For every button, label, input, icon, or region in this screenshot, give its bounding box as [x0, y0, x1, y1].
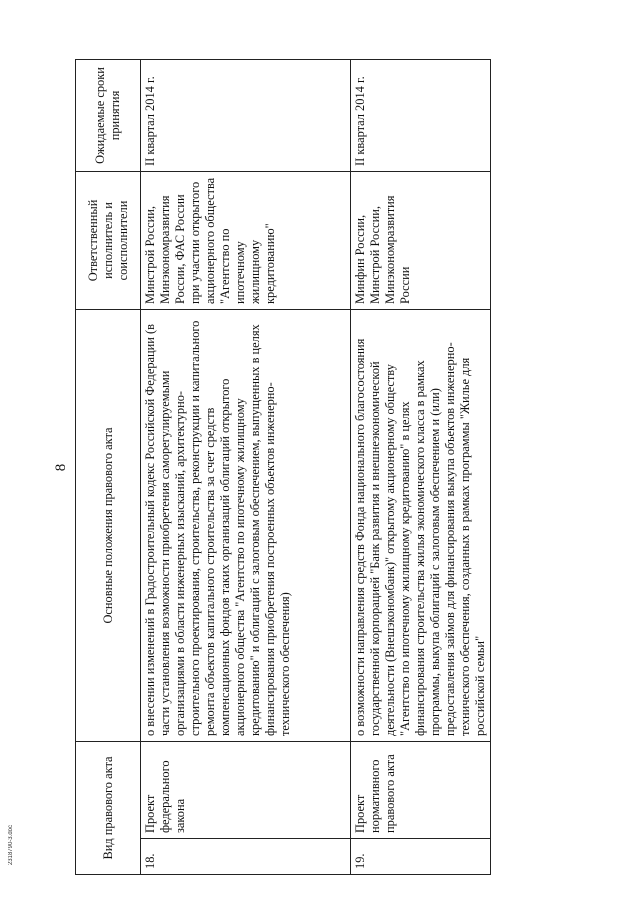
row-kind: Проект нормативного правового акта — [351, 741, 491, 838]
header-provisions: Основные положения правового акта — [76, 309, 141, 741]
row-provisions: о внесении изменений в Градостроительный кодекс Российской Федерации (в части установления возможности приобретения саморегулируемыми организациями в области инженерных изысканий, архитектурно-строительного проектирования, строительства, реконструкции и капитального ремонта объектов капитального строительства за счет средств компенсационных фондов таких организаций облигаций открытого акционерного общества "Агентство по ипотечному жилищному кредитованию" и облигаций с залоговым обеспечением, выпущенных в целях финансирования приобретения построенных объектов инженерно-технического обеспечения) — [141, 309, 351, 741]
row-responsible: Минстрой России, Минэкономразвития России, ФАС России при участии открытого акционерного общества "Агентство по ипотечному жилищному кредитованию" — [141, 171, 351, 309]
header-kind: Вид правового акта — [76, 741, 141, 874]
legal-acts-table — [75, 59, 491, 875]
page-number: 8 — [53, 463, 69, 472]
row-provisions: о возможности направления средств Фонда национального благосостояния государственной корпорацией "Банк развития и внешнеэкономической деятельности (Внешэкономбанк)" открытому акционерному обществу "Агентство по ипотечному жилищному кредитованию" в целях финансирования строительства жилья экономического класса в рамках программы, выкупа облигаций с залоговым обеспечением и (или) предоставления займов для финансирования выкупа объектов инженерно-технического обеспечения, созданных в рамках программы "Жилье для российской семьи" — [351, 309, 491, 741]
row-number: 19. — [351, 839, 491, 875]
file-id-footer: 2318790-3.doc — [8, 824, 14, 865]
row-number: 18. — [141, 839, 351, 875]
row-kind: Проект федерального закона — [141, 741, 351, 838]
row-responsible: Минфин России, Минстрой России, Минэкономразвития России — [351, 171, 491, 309]
table-header-row — [76, 59, 141, 874]
table-row — [351, 59, 491, 874]
row-deadline: II квартал 2014 г. — [141, 59, 351, 171]
header-deadline: Ожидаемые сроки принятия — [76, 59, 141, 171]
rotated-page — [53, 60, 487, 875]
row-deadline: II квартал 2014 г. — [351, 59, 491, 171]
header-responsible: Ответственный исполнитель и соисполнители — [76, 171, 141, 309]
table-row — [141, 59, 351, 874]
